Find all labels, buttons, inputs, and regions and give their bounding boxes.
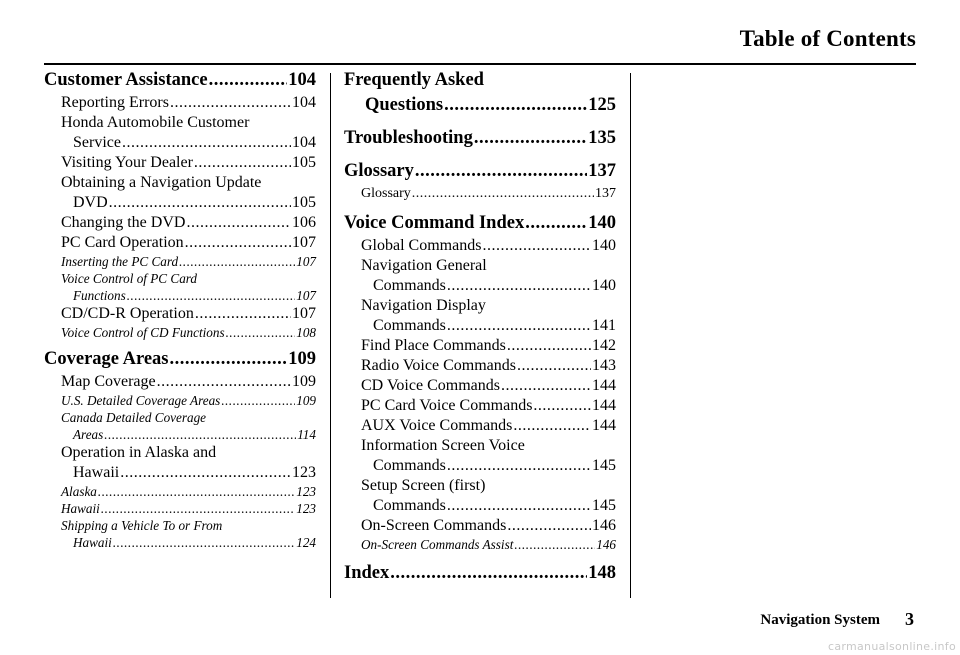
leader-dots <box>447 456 591 476</box>
toc-column-2 <box>344 68 616 586</box>
toc-entry-title-cont: Functions <box>73 288 126 303</box>
toc-entry-hawaii[interactable] <box>44 500 316 517</box>
watermark: carmanualsonline.info <box>827 640 956 653</box>
toc-entry-title: Map Coverage <box>61 373 156 390</box>
toc-entry-global-commands[interactable] <box>344 236 616 256</box>
leader-dots <box>517 356 591 376</box>
leader-dots <box>113 534 295 551</box>
toc-entry-onscreen-assist[interactable] <box>344 536 616 553</box>
toc-entry-title: Reporting Errors <box>61 94 169 111</box>
toc-entry-page: 109 <box>288 349 316 369</box>
toc-entry-page: 137 <box>595 186 616 201</box>
toc-entry-page: 146 <box>596 537 616 552</box>
toc-entry-page: 123 <box>292 464 316 481</box>
toc-entry-setup-screen[interactable] <box>344 476 616 516</box>
toc-entry-title: Customer Assistance <box>44 70 208 90</box>
toc-entry-cd-operation[interactable] <box>44 304 316 324</box>
leader-dots <box>514 536 595 553</box>
toc-entry-info-screen[interactable] <box>344 436 616 476</box>
toc-entry-glossary-heading[interactable] <box>344 159 616 184</box>
leader-dots <box>185 233 291 253</box>
toc-entry-title: Canada Detailed Coverage <box>61 410 207 425</box>
toc-entry-map-coverage[interactable] <box>44 372 316 392</box>
toc-entry-title: Glossary <box>344 161 414 181</box>
leader-dots <box>221 392 295 409</box>
leader-dots <box>226 324 296 341</box>
toc-entry-voice-control-cd[interactable] <box>44 324 316 341</box>
toc-entry-page: 107 <box>292 234 316 251</box>
leader-dots <box>157 372 291 392</box>
column-divider-right <box>630 73 631 598</box>
toc-entry-title: Changing the DVD <box>61 214 186 231</box>
toc-entry-page: 142 <box>592 337 616 354</box>
toc-entry-troubleshooting[interactable] <box>344 126 616 151</box>
toc-entry-page: 105 <box>292 154 316 171</box>
toc-entry-page: 145 <box>592 457 616 474</box>
toc-entry-title-cont: Hawaii <box>73 464 120 481</box>
toc-entry-title: Shipping a Vehicle To or From <box>61 518 223 533</box>
toc-entry-page: 104 <box>288 70 316 90</box>
toc-entry-page: 125 <box>588 95 616 115</box>
toc-entry-cd-voice[interactable] <box>344 376 616 396</box>
toc-entry-page: 140 <box>592 277 616 294</box>
toc-entry-title: CD/CD-R Operation <box>61 305 194 322</box>
toc-entry-page: 146 <box>592 517 616 534</box>
toc-entry-page: 107 <box>296 254 316 269</box>
toc-entry-canada-detailed[interactable] <box>44 409 316 443</box>
toc-entry-voice-control-pc[interactable] <box>44 270 316 304</box>
toc-entry-shipping[interactable] <box>44 517 316 551</box>
toc-entry-title: Honda Automobile Customer <box>61 114 250 131</box>
toc-entry-title: Index <box>344 563 390 583</box>
leader-dots <box>170 93 291 113</box>
toc-entry-page: 123 <box>296 484 316 499</box>
toc-entry-title: Inserting the PC Card <box>61 254 179 269</box>
toc-entry-page: 140 <box>592 237 616 254</box>
toc-entry-page: 148 <box>588 563 616 583</box>
toc-entry-onscreen[interactable] <box>344 516 616 536</box>
toc-entry-coverage-areas[interactable] <box>44 347 316 372</box>
toc-entry-page: 107 <box>292 305 316 322</box>
toc-entry-title-cont: Areas <box>73 427 104 442</box>
toc-entry-title: CD Voice Commands <box>361 377 500 394</box>
toc-entry-page: 144 <box>592 397 616 414</box>
toc-entry-page: 144 <box>592 417 616 434</box>
toc-entry-page: 108 <box>296 325 316 340</box>
leader-dots <box>170 347 288 372</box>
page-title: Table of Contents <box>739 26 916 51</box>
toc-entry-title: On-Screen Commands Assist <box>361 537 514 552</box>
toc-entry-radio-voice[interactable] <box>344 356 616 376</box>
toc-entry-us-detailed[interactable] <box>44 392 316 409</box>
toc-entry-page: 107 <box>296 288 316 303</box>
toc-entry-title-cont: Commands <box>373 277 446 294</box>
header-rule <box>44 63 916 65</box>
toc-entry-title: Setup Screen (first) <box>361 477 486 494</box>
toc-entry-index[interactable] <box>344 561 616 586</box>
toc-entry-customer-assistance[interactable] <box>44 68 316 93</box>
toc-entry-nav-general[interactable] <box>344 256 616 296</box>
toc-entry-page: 114 <box>297 427 316 442</box>
toc-entry-visiting-dealer[interactable] <box>44 153 316 173</box>
toc-entry-title-cont: Commands <box>373 317 446 334</box>
toc-entry-title: Information Screen Voice <box>361 437 525 454</box>
leader-dots <box>109 193 291 213</box>
toc-entry-title: Find Place Commands <box>361 337 506 354</box>
leader-dots <box>447 316 591 336</box>
toc-entry-obtaining-update[interactable] <box>44 173 316 213</box>
toc-entry-voice-command-index[interactable] <box>344 211 616 236</box>
toc-entry-changing-dvd[interactable] <box>44 213 316 233</box>
leader-dots <box>447 496 591 516</box>
toc-entry-title: Navigation Display <box>361 297 486 314</box>
toc-entry-title: Navigation General <box>361 257 487 274</box>
toc-entry-inserting-pc-card[interactable] <box>44 253 316 270</box>
toc-entry-title-cont: Hawaii <box>73 535 112 550</box>
footer-section-title: Navigation System <box>760 612 880 628</box>
page-number: 3 <box>905 609 914 629</box>
toc-entry-title: PC Card Voice Commands <box>361 397 533 414</box>
leader-dots <box>120 463 291 483</box>
leader-dots <box>533 396 591 416</box>
leader-dots <box>186 213 291 233</box>
toc-entry-page: 143 <box>592 357 616 374</box>
leader-dots <box>501 376 591 396</box>
toc-column-1 <box>44 68 316 551</box>
toc-entry-page: 104 <box>292 134 316 151</box>
toc-entry-page: 109 <box>296 393 316 408</box>
toc-entry-title: Obtaining a Navigation Update <box>61 174 262 191</box>
toc-entry-title: Hawaii <box>61 501 100 516</box>
toc-entry-page: 104 <box>292 94 316 111</box>
toc-entry-title: Voice Control of PC Card <box>61 271 198 286</box>
toc-entry-alaska[interactable] <box>44 483 316 500</box>
leader-dots <box>104 426 296 443</box>
toc-entry-title-cont: Service <box>73 134 121 151</box>
toc-entry-pc-card-operation[interactable] <box>44 233 316 253</box>
toc-entry-reporting-errors[interactable] <box>44 93 316 113</box>
toc-entry-page: 124 <box>296 535 316 550</box>
toc-entry-page: 144 <box>592 377 616 394</box>
toc-entry-page: 105 <box>292 194 316 211</box>
toc-entry-title: Voice Command Index <box>344 213 525 233</box>
toc-entry-title: Voice Control of CD Functions <box>61 325 225 340</box>
leader-dots <box>474 126 587 151</box>
toc-entry-title-cont: Commands <box>373 457 446 474</box>
toc-entry-page: 123 <box>296 501 316 516</box>
toc-entry-title: AUX Voice Commands <box>361 417 513 434</box>
leader-dots <box>525 211 587 236</box>
leader-dots <box>513 416 591 436</box>
toc-entry-nav-display[interactable] <box>344 296 616 336</box>
toc-entry-title: Troubleshooting <box>344 128 473 148</box>
leader-dots <box>415 159 587 184</box>
toc-entry-glossary[interactable] <box>344 184 616 203</box>
toc-entry-title: Frequently Asked <box>344 70 484 90</box>
toc-entry-alaska-hawaii[interactable] <box>44 443 316 483</box>
toc-entry-pc-card-voice[interactable] <box>344 396 616 416</box>
toc-entry-title: Operation in Alaska and <box>61 444 217 461</box>
toc-entry-page: 106 <box>292 214 316 231</box>
toc-entry-title: Coverage Areas <box>44 349 169 369</box>
toc-entry-page: 109 <box>292 373 316 390</box>
toc-entry-title-cont: DVD <box>73 194 108 211</box>
toc-entry-page: 141 <box>592 317 616 334</box>
leader-dots <box>482 236 591 256</box>
leader-dots <box>179 253 295 270</box>
leader-dots <box>127 287 295 304</box>
toc-entry-title: PC Card Operation <box>61 234 184 251</box>
column-divider-left <box>330 73 331 598</box>
toc-entry-page: 145 <box>592 497 616 514</box>
toc-entry-title-cont: Questions <box>365 95 444 115</box>
leader-dots <box>98 483 295 500</box>
leader-dots <box>444 93 587 118</box>
toc-entry-faq[interactable] <box>344 68 616 118</box>
toc-entry-find-place[interactable] <box>344 336 616 356</box>
toc-entry-title: U.S. Detailed Coverage Areas <box>61 393 221 408</box>
leader-dots <box>195 304 291 324</box>
toc-entry-page: 137 <box>588 161 616 181</box>
leader-dots <box>194 153 291 173</box>
toc-entry-title: On-Screen Commands <box>361 517 507 534</box>
toc-entry-honda-service[interactable] <box>44 113 316 153</box>
leader-dots <box>209 68 288 93</box>
toc-entry-title: Visiting Your Dealer <box>61 154 193 171</box>
leader-dots <box>447 276 591 296</box>
leader-dots <box>101 500 295 517</box>
toc-entry-title: Radio Voice Commands <box>361 357 516 374</box>
leader-dots <box>122 133 291 153</box>
leader-dots <box>390 561 587 586</box>
toc-entry-title-cont: Commands <box>373 497 446 514</box>
leader-dots <box>507 516 591 536</box>
toc-entry-page: 140 <box>588 213 616 233</box>
toc-entry-title: Alaska <box>61 484 97 499</box>
leader-dots <box>412 184 594 203</box>
leader-dots <box>507 336 591 356</box>
toc-entry-aux-voice[interactable] <box>344 416 616 436</box>
toc-entry-page: 135 <box>588 128 616 148</box>
toc-entry-title: Glossary <box>361 186 411 201</box>
toc-entry-title: Global Commands <box>361 237 482 254</box>
